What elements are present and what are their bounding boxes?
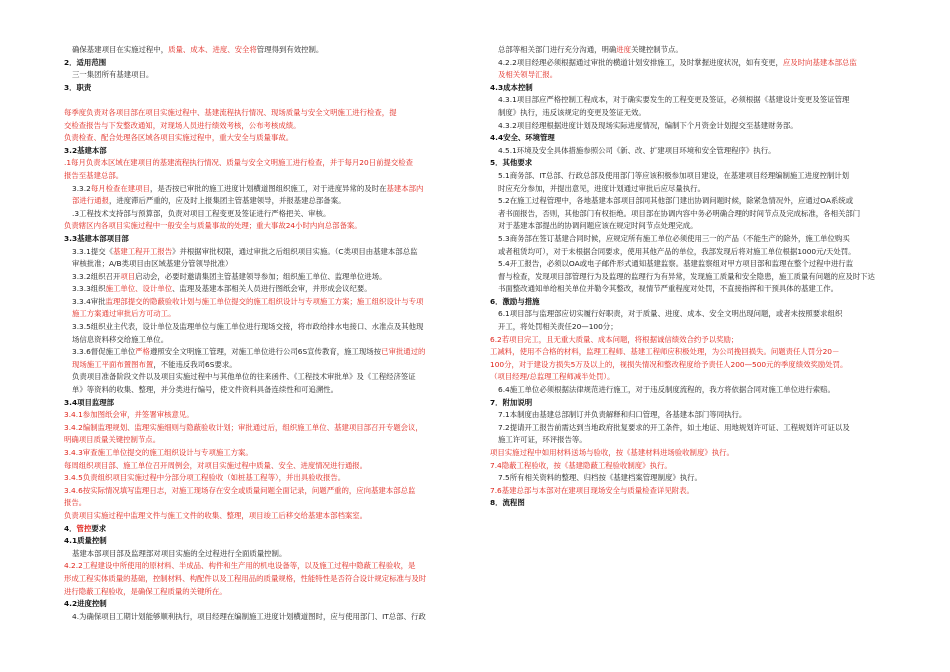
text-segment: .1每月负责本区域在建项目的基建流程执行情况、质量与安全文明施工进行检查，并于每月20日前提交检查 <box>64 158 414 168</box>
text-segment: 7．附加说明 <box>490 397 533 407</box>
section-heading <box>490 497 895 510</box>
highlighted-text: 施工方案通过审批后方可动工。 <box>72 309 176 319</box>
text-segment: 三一集团所有基建项目。 <box>72 70 154 80</box>
text-line <box>490 485 895 498</box>
text-line <box>64 510 469 523</box>
highlighted-text: 基建本部内 <box>386 183 424 193</box>
text-segment: 3.3.3组织 <box>72 284 106 294</box>
text-line <box>64 208 469 221</box>
section-heading <box>64 523 469 536</box>
text-line <box>490 271 895 284</box>
text-segment: 4.2.2项目经理必须根据通过审批的横道计划安排施工，及时掌握进度状况，如有变更， <box>498 57 783 67</box>
text-segment: 8．流程图 <box>490 498 525 508</box>
text-segment: 制度》执行，违反该规定的变更及签证无效。 <box>498 107 646 117</box>
text-line <box>64 409 469 422</box>
text-line <box>64 359 469 372</box>
text-segment: 管理得到有效控制。 <box>256 45 324 54</box>
text-line <box>490 283 895 296</box>
highlighted-text: 应及时向基建本部总监 <box>782 57 857 67</box>
text-line <box>64 296 469 309</box>
text-line <box>490 246 895 259</box>
text-segment: 4.3成本控制 <box>490 82 533 92</box>
text-segment: ，不能违反我司6S要求。 <box>153 359 237 369</box>
text-segment: 书面整改通知单给相关单位并勒令其整改，视情节严重程度对处罚，不直接指挥和干预具体的基建工作。 <box>498 284 838 294</box>
highlighted-text: 进度 <box>616 45 632 54</box>
text-line <box>490 258 895 271</box>
text-segment: 3.3.1提交《 <box>72 246 113 256</box>
text-segment: 负责辖区内各项目实施过程中一般安全与质量事故的处理；重大事故24小时内向总部备案。 <box>64 221 362 231</box>
text-line <box>64 157 469 170</box>
text-line <box>64 246 469 259</box>
text-line <box>490 220 895 233</box>
text-line <box>490 434 895 447</box>
text-line <box>64 195 469 208</box>
text-line <box>64 573 469 586</box>
text-segment: 时应充分参加，并提出意见，进度计划通过审批后应尽量执行。 <box>498 183 705 193</box>
text-line <box>64 283 469 296</box>
text-line <box>64 271 469 284</box>
text-segment: 3．职责 <box>64 82 92 92</box>
text-line <box>490 359 895 372</box>
text-segment: 3.3.6督促施工单位 <box>72 347 136 357</box>
text-line <box>64 611 469 624</box>
text-segment: 7.2提请开工报告前需达到当地政府批复要求的开工条件，如土地证、用地规划许可证、工程规划许可证以及 <box>498 422 850 432</box>
text-line <box>490 183 895 196</box>
text-line <box>490 107 895 120</box>
text-segment: 审核批准；A/B类项目由区域基建分管领导批准） <box>72 259 233 269</box>
text-line <box>64 586 469 599</box>
text-segment: 4.2进度控制 <box>64 599 107 609</box>
text-line <box>64 94 469 107</box>
text-line <box>64 460 469 473</box>
text-line <box>64 560 469 573</box>
text-segment: 开工，将处罚相关责任20—100分； <box>498 322 618 332</box>
text-line <box>490 321 895 334</box>
text-line <box>64 485 469 498</box>
text-line <box>64 384 469 397</box>
text-segment: 确保基建项目在实施过程中， <box>72 45 169 54</box>
text-segment: （项目经理/总监理工程师减半处罚）。 <box>490 372 615 382</box>
text-line <box>64 422 469 435</box>
text-segment: 3.4.3审查施工单位提交的施工组织设计与专项施工方案。 <box>64 448 253 457</box>
text-line <box>64 346 469 359</box>
text-segment: 7.4隐蔽工程验收，按《基建隐蔽工程验收制度》执行。 <box>490 460 672 470</box>
text-line <box>490 120 895 133</box>
text-line <box>64 447 469 460</box>
text-line <box>490 460 895 473</box>
text-line <box>490 170 895 183</box>
text-segment: .3工程技术支持部与预算部，负责对项目工程变更及签证进行严格把关、审核。 <box>72 208 331 218</box>
text-segment: 5．其他要求 <box>490 158 533 168</box>
text-segment: 场信息资料移交给施工单位。 <box>72 334 169 344</box>
text-segment: 5.4开工报告，必须以OA或电子邮件形式通知基建监察。基建监察组对甲方项目部和监理在整个过程中进行监 <box>498 259 854 269</box>
text-segment: 或者租赁均可），对于未根据合同要求，使用其他产品的单位，我部发现后将对施工单位根据1000元/天处罚。 <box>498 246 856 256</box>
text-segment: 启动会，必要时邀请集团主管基建领导参加；组织施工单位、监理单位进场。 <box>135 271 387 281</box>
highlighted-text: 每月检查在建项目 <box>90 183 150 193</box>
right-column <box>490 44 895 510</box>
text-segment: 3.2基建本部 <box>64 145 107 155</box>
highlighted-text: 质量、成本、进度、安全将 <box>168 45 257 54</box>
section-heading <box>490 397 895 410</box>
text-segment: 负责检查、配合处理各区域各项目实施过程中，重大安全与质量事故。 <box>64 133 294 143</box>
highlighted-text: 已审批通过的 <box>381 347 426 357</box>
text-segment: 4.2.2工程建设中所使用的原材料、半成品、构件和生产用的机电设备等，以及施工过程中隐蔽工程验收，是 <box>64 561 416 571</box>
text-line <box>490 94 895 107</box>
text-line <box>64 258 469 271</box>
text-segment: 每季度负责对各项目部在项目实施过程中、基建流程执行情况、现场质量与安全文明施工进行检查，提 <box>64 107 397 117</box>
text-line <box>64 220 469 233</box>
text-segment: 进行隐蔽工程验收，是确保工程质量的关键所在。 <box>64 586 227 596</box>
text-segment: 负责项目实施过程中监理文件与施工文件的收集、整理，项目竣工后移交给基建本部档案室。 <box>64 510 368 520</box>
section-heading <box>64 145 469 158</box>
section-heading <box>490 296 895 309</box>
text-segment: 形成工程实体质量的基础，控制材料、构配件以及工程用品的质量规格，性能特性是否符合设计规定标准与及时 <box>64 573 427 583</box>
text-segment: 6.4施工单位必须根据法律规范进行施工，对于违反制度流程的，我方将依据合同对施工单位进行索赔。 <box>498 385 835 395</box>
text-segment: 3.4.6按实际情况填写监理日志，对施工现场存在安全或质量问题全面记录，问题严重的，应向基建本部总监 <box>64 485 416 495</box>
highlighted-text: 基建工程开工报告 <box>112 246 173 256</box>
text-segment: 7.1本制度由基建总部制订并负责解释和归口管理，各基建本部门等同执行。 <box>498 410 747 420</box>
text-segment: 》并根据审批权限，通过审批之后组织项目实施。（C类项目由基建本部总监 <box>172 246 418 256</box>
text-line <box>64 334 469 347</box>
text-line <box>490 308 895 321</box>
text-line <box>64 548 469 561</box>
text-segment: 报告。 <box>64 498 87 508</box>
text-line <box>64 308 469 321</box>
text-line <box>64 434 469 447</box>
highlighted-text: 管控 <box>76 523 92 533</box>
text-line <box>490 447 895 460</box>
section-heading <box>490 157 895 170</box>
text-line <box>490 57 895 70</box>
section-heading <box>64 535 469 548</box>
text-segment: 3.3.2组织召开 <box>72 271 121 281</box>
highlighted-text: 施工单位、设计单位 <box>105 284 173 294</box>
text-line <box>490 334 895 347</box>
section-heading <box>64 82 469 95</box>
text-segment: 施工许可证，环评报告等。 <box>498 435 587 445</box>
text-segment: 2．适用范围 <box>64 57 107 67</box>
text-segment: 5.1商务部、IT总部、行政总部及使用部门等应该积极参加项目建设，在基建项目经理编制施工进度控制计划 <box>498 170 850 180</box>
text-line <box>490 384 895 397</box>
text-segment: 5.3商务部在签订基建合同时候，应规定所有施工单位必须使用三一的产品（不能生产的除外，施工单位购买 <box>498 233 850 243</box>
highlighted-text: 项目 <box>120 271 136 281</box>
text-segment: 4.为确保项目工期计划能够顺利执行，项目经理在编制施工进度计划横道图时，应与使用部门、IT总部、行政 <box>72 611 426 621</box>
text-segment: 6．激励与措施 <box>490 296 540 306</box>
text-segment: 交检查报告与下发整改通知，对现场人员进行绩效考核，公布考核成绩。 <box>64 120 301 130</box>
text-line <box>490 145 895 158</box>
text-line <box>490 422 895 435</box>
text-segment: 、监理及基建本部相关人员进行图纸会审，并形成会议纪要。 <box>172 284 372 294</box>
text-segment: 5.2在施工过程管理中，各地基建本部项目部同其他部门建出协调问题时候，除紧急情况外，应通过OA系统或 <box>498 196 854 206</box>
text-line <box>64 107 469 120</box>
text-segment: ，进度滞后严重的，应及时上报集团主管基建领导，并报基建总部备案。 <box>108 196 346 206</box>
text-line <box>490 195 895 208</box>
text-line <box>490 346 895 359</box>
text-segment: 3.4.2编制监理规划、监理实施细则与隐蔽验收计划；审批通过后，组织施工单位、基建项目部召开专题会议， <box>64 422 423 432</box>
text-segment: 7.5所有相关资料的整理、归档按《基建档案管理制度》执行。 <box>498 473 702 483</box>
text-segment: 关键控制节点。 <box>631 45 683 54</box>
text-segment: 3.3.4审批 <box>72 296 106 306</box>
text-line <box>64 183 469 196</box>
text-segment: 4.3.1项目部应严格控制工程成本，对于确实要发生的工程变更及签证，必须根据《基建设计变更及签证管理 <box>498 95 850 105</box>
text-segment: 6.2若项目完工，且无重大质量、成本问题，将根据诚信绩效合约予以奖励； <box>490 334 739 344</box>
text-line <box>64 69 469 82</box>
text-segment: 负责项目准备阶段文件以及项目实施过程中与其他单位的往来函件、《工程技术审批单》及《工程经济签证 <box>72 372 416 382</box>
text-line <box>490 208 895 221</box>
text-segment: 对于基建本部提出的协调问题应该在规定时间节点处理完成。 <box>498 221 698 231</box>
text-line <box>64 132 469 145</box>
text-segment: 3.4.5负责组织项目实施过程中分部分项工程验收（如桩基工程等），并出具验收报告。 <box>64 473 346 483</box>
highlighted-text: 监理部提交的隐蔽验收计划与施工单位提交的施工组织设计与专项施工方案；施工组织设计与专项 <box>105 296 424 306</box>
text-segment: 4． <box>64 523 77 533</box>
text-line <box>64 497 469 510</box>
text-line <box>64 321 469 334</box>
text-segment: 3.3.2 <box>72 183 91 193</box>
text-line <box>64 120 469 133</box>
text-line <box>490 69 895 82</box>
section-heading <box>64 57 469 70</box>
text-line <box>490 472 895 485</box>
left-column <box>64 44 469 623</box>
text-segment: 要求 <box>91 523 107 533</box>
text-segment: 4.4安全、环境管理 <box>490 133 555 143</box>
text-line <box>490 409 895 422</box>
text-segment: 单》等资料的收集、整理，并分类进行编号，使文件资料具备连续性和可追溯性。 <box>72 385 339 395</box>
section-heading <box>64 233 469 246</box>
highlighted-text: 现场施工平面布置图布置 <box>72 359 154 369</box>
text-line <box>490 371 895 384</box>
text-segment: 总部等相关部门进行充分沟通，明确 <box>498 45 617 54</box>
section-heading <box>490 132 895 145</box>
text-segment: 工减料，使用不合格的材料，监理工程师、基建工程师应积极处理，为公司挽回损失。问题责任人罚分20－ <box>490 347 840 357</box>
text-segment: 遵照安全文明施工管理，对施工单位进行公司6S宣传教育，施工现场按 <box>149 347 382 357</box>
text-line <box>64 170 469 183</box>
text-line <box>64 472 469 485</box>
section-heading <box>490 82 895 95</box>
text-line <box>64 44 469 57</box>
text-segment: 3.4.1参加图纸会审，并签署审核意见。 <box>64 410 194 420</box>
highlighted-text: 严格 <box>135 347 150 357</box>
highlighted-text: 部进行通报 <box>72 196 109 206</box>
text-segment: 项目实施过程中如用材料送场与验收，按《基建材料进场验收制度》执行。 <box>490 448 734 457</box>
section-heading <box>64 598 469 611</box>
text-segment: 明确项目质量关键控制节点。 <box>64 435 161 445</box>
text-segment: 100分，对于建设方损失5万及以上的，视损失情况和整改程度给予责任人200—500元的季度绩效奖励处罚。 <box>490 359 848 369</box>
text-segment: 报告至基建总部。 <box>64 170 124 180</box>
highlighted-text: 及相关领导汇报。 <box>498 70 558 80</box>
text-line <box>490 44 895 57</box>
text-segment: 3.3.5组织业主代表，设计单位及监理单位与施工单位进行现场交接，将市政给排水电接口、水准点及其他现 <box>72 322 424 332</box>
text-segment: 7.6基建总部与本部对在建项目现场安全与质量检查详见附表。 <box>490 485 694 495</box>
text-segment: 督与检查，发现项目部管理行为及监理的监理行为有异常，发现施工质量和安全隐患，施工质量有问题的应及时下达 <box>498 271 875 281</box>
text-segment: 4.1质量控制 <box>64 536 107 546</box>
text-segment: 4.3.2项目经理根据进度计划及现场实际进度情况，编制下个月资金计划提交至基建财务部。 <box>498 120 798 130</box>
section-heading <box>64 397 469 410</box>
text-line <box>64 371 469 384</box>
text-segment: 每周组织项目部、施工单位召开周例会，对项目实施过程中质量、安全、进度情况进行通报。 <box>64 460 368 470</box>
text-segment: 基建本部项目部及监理部对项目实施的全过程进行全面质量控制。 <box>72 548 287 558</box>
text-segment: 者书面报告，否则，其他部门有权拒绝。项目部在协调内容中务必明确合理的时间节点及完成标准，各相关部门 <box>498 208 861 218</box>
text-segment: 3.3基建本部项目部 <box>64 233 129 243</box>
text-segment: 6.1项目部与监理部应切实履行好职责，对于质量、进度、成本、安全文明出现问题，或者未按照要求组织 <box>498 309 843 319</box>
text-segment: 3.4项目监理部 <box>64 397 115 407</box>
text-segment: 4.5.1环境及安全具体措施参照公司《新、改、扩建项目环境和安全管理程序》执行。 <box>498 145 776 155</box>
text-line <box>490 233 895 246</box>
text-segment: ，是否按已审批的施工进度计划横道图组织施工，对于进度异常的及时在 <box>149 183 387 193</box>
